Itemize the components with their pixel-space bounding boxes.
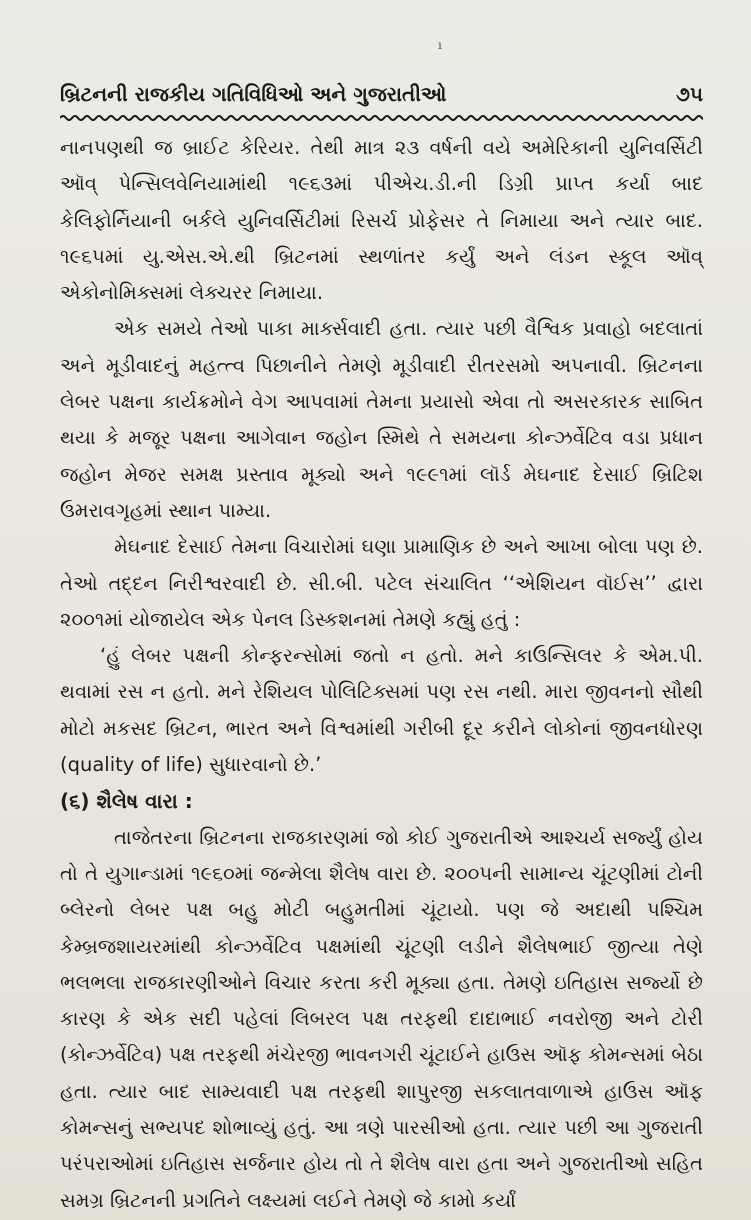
paragraph-career: નાનપણથી જ બ્રાઈટ કેરિયર. તેથી માત્ર ૨૩ વર્ષની વયે અમેરિકાની યુનિવર્સિટી ઑવ્ પેન્સિલવેનિયામાંથી ૧૯૬૩માં પીએચ.ડી.ની ડિગ્રી પ્રાપ્ત કર્યા બાદ કેલિફોર્નિયાની બર્કલે યુનિવર્સિટીમાં રિસર્ચ પ્રોફેસર તે નિમાયા અને ત્યાર બાદ. ૧૯૬૫માં યુ.એસ.એ.થી બ્રિટનમાં સ્થળાંતર કર્યું અને લંડન સ્કૂલ ઑવ્ એકોનોમિક્સમાં લેક્ચરર નિમાયા. xyxy=(60,136,703,305)
section-heading: (૬) શૈલેષ વારા : xyxy=(60,789,193,814)
page-number: ૭૫ xyxy=(675,82,703,106)
paragraph-shailesh-vara: તાજેતરના બ્રિટનના રાજકારણમાં જો કોઈ ગુજરાતીએ આશ્ચર્ય સર્જ્યું હોય તો તે યુગાન્ડામાં ૧૯૬૦માં જન્મેલા શૈલેષ વારા છે. ૨૦૦૫ની સામાન્ય ચૂંટણીમાં ટોની બ્લેરનો લેબર પક્ષ બહુ મોટી બહુમતીમાં ચૂંટાયો. પણ જે અદાથી પશ્ચિમ કેમ્બ્રજશાયરમાંથી કોન્ઝર્વેટિવ પક્ષમાંથી ચૂંટણી લડીને શૈલેષભાઈ જીત્યા તેણે ભલભલા રાજકારણીઓને વિચાર કરતા કરી મૂક્યા હતા. તેમણે ઇતિહાસ સર્જ્યો છે કારણ કે એક સદી પહેલાં લિબરલ પક્ષ તરફથી દાદાભાઈ નવરોજી અને ટોરી (કોન્ઝર્વેટિવ) પક્ષ તરફથી મંચેરજી ભાવનગરી ચૂંટાઈને હાઉસ ઑફ કોમન્સમાં બેઠા હતા. ત્યાર બાદ સામ્યવાદી પક્ષ તરફથી શાપુરજી સકલાતવાળાએ હાઉસ ઑફ કોમન્સનું સભ્યપદ શોભાવ્યું હતું. આ ત્રણે પારસીઓ હતા. ત્યાર પછી આ ગુજરાતી પરંપરાઓમાં ઇતિહાસ સર્જનાર હોય તો તે શૈલેષ વારા હતા અને ગુજરાતીઓ સહિત સમગ્ર બ્રિટનની પ્રગતિને લક્ષ્યમાં લઈને તેમણે જે કામો કર્યાં xyxy=(60,825,703,1212)
book-title: બ્રિટનની રાજકીય ગતિવિધિઓ અને ગુજરાતીઓ xyxy=(60,82,447,106)
wavy-divider-rule xyxy=(60,113,703,123)
running-head xyxy=(60,82,703,122)
body-text xyxy=(60,130,703,1219)
top-mark: ı xyxy=(438,38,442,52)
paragraph-marxist: એક સમયે તેઓ પાકા માર્ક્સવાદી હતા. ત્યાર પછી વૈશ્વિક પ્રવાહો બદલાતાં અને મૂડીવાદનું મહત્ત્વ પિછાનીને તેમણે મૂડીવાદી રીતરસમો અપનાવી. બ્રિટનના લેબર પક્ષના કાર્યક્રમોને વેગ આપવામાં તેમના પ્રયાસો એવા તો અસરકારક સાબિત થયા કે મજૂર પક્ષના આગેવાન જહોન સ્મિથે તે સમયના કોન્ઝર્વેટિવ વડા પ્રધાન જહોન મેજર સમક્ષ પ્રસ્તાવ મૂક્યો અને ૧૯૯૧માં લૉર્ડ મેઘનાદ દેસાઈ બ્રિટિશ ઉમરાવગૃહમાં સ્થાન પામ્યા. xyxy=(60,317,703,522)
quote-paragraph: ‘હું લેબર પક્ષની કોન્ફરન્સોમાં જતો ન હતો. મને કાઉન્સિલર કે એમ.પી. થવામાં રસ ન હતો. મને રેશિયલ પોલિટિક્સમાં પણ રસ નથી. મારા જીવનનો સૌથી મોટો મકસદ બ્રિટન, ભારત અને વિશ્વમાંથી ગરીબી દૂર કરીને લોકોનાં જીવનધોરણ (quality of life) સુધારવાનો છે.’ xyxy=(60,644,703,777)
paragraph-views: મેઘનાદ દેસાઈ તેમના વિચારોમાં ઘણા પ્રામાણિક છે અને આખા બોલા પણ છે. તેઓ તદ્દન નિરીશ્વરવાદી છે. સી.બી. પટેલ સંચાલિત ‘‘એશિયન વૉઈસ’’ દ્વારા ૨૦૦૧માં યોજાયેલ એક પેનલ ડિસ્કશનમાં તેમણે કહ્યું હતું : xyxy=(60,535,703,631)
